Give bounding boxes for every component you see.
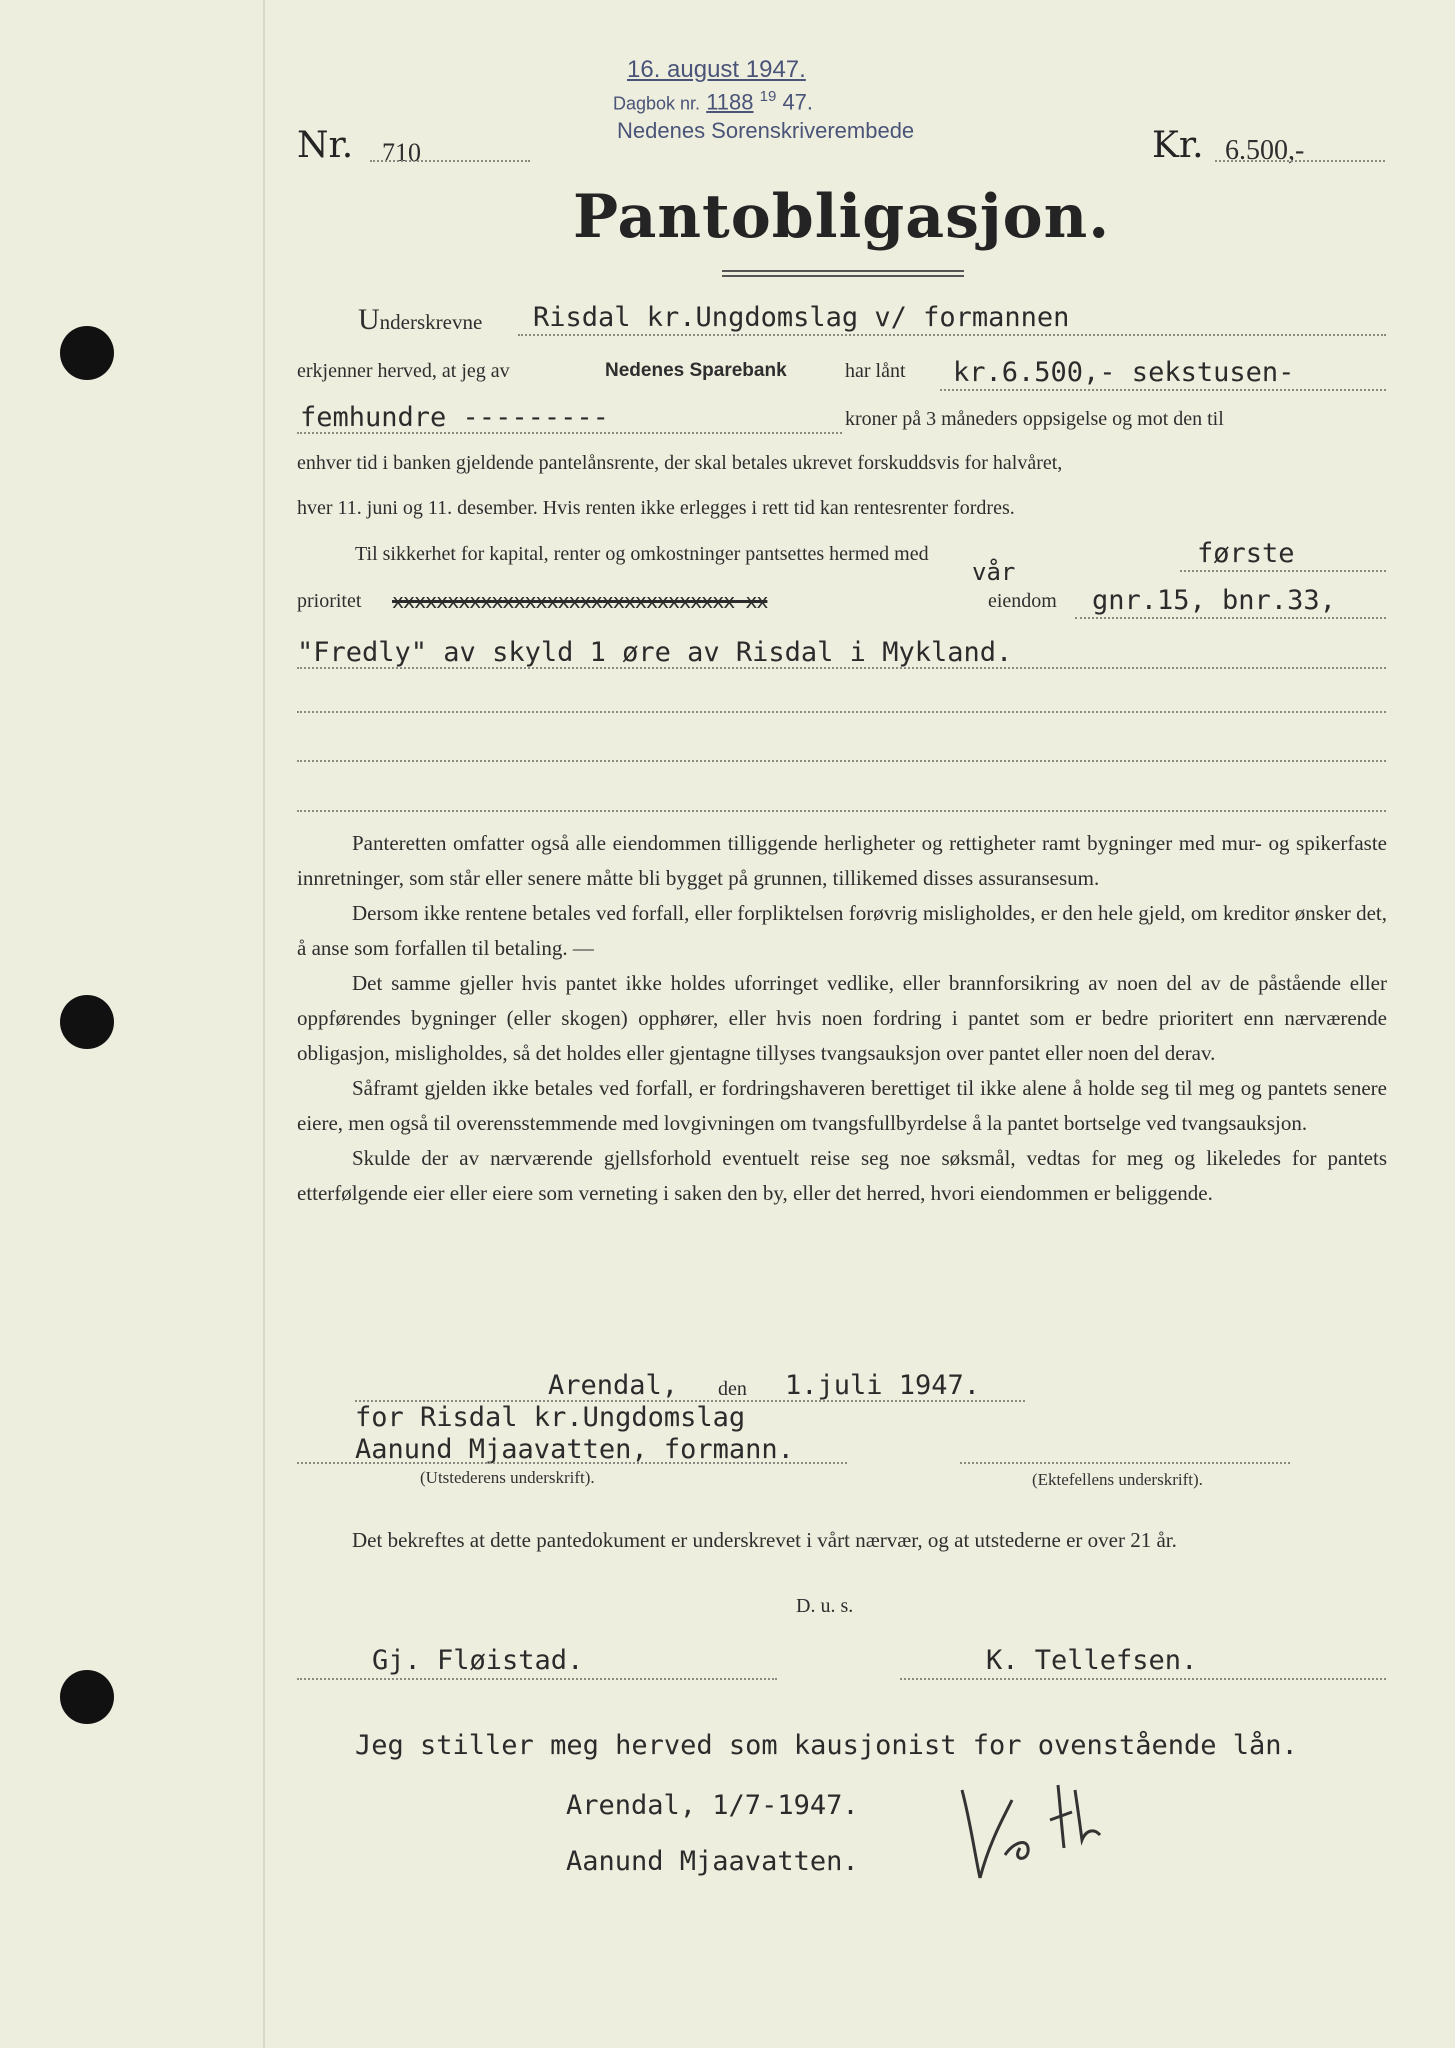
spouse-caption: (Ektefellens underskrift). [1032,1470,1203,1489]
eiendom-label: eiendom [988,590,1057,612]
paragraph: Det samme gjeller hvis pantet ikke holdes uforringet vedlike, eller brannforsikring av noen del av de påstående eller oppførendes bygninger (eller skogen) opphører, eller hvis noen fordring i pantet som er bedre prioritert enn nærværende obligasjon, misligholdes, så det holdes eller gjentagne tillyses tvangsauksjon over pantet eller noen del derav. [297,971,1387,1065]
line1-pre: erkjenner herved, at jeg av [297,360,510,382]
paragraph: Såframt gjelden ikke betales ved forfall, er fordringshaveren berettiget til ikke alene å holde seg til meg og pantets senere eiere, men også til overensstemmende med lovgivningen om tvangsfullbyrdelse å la pantet bortselge ved tvangsauksjon. [297,1076,1387,1135]
bank-name: Nedenes Sparebank [605,360,787,381]
property-value: gnr.15, bnr.33, [1092,585,1336,616]
priority-value: første [1197,538,1295,569]
witness-text: Det bekreftes at dette pantedokument er underskrevet i vårt nærvær, og at utstederne er over 21 år. [352,1528,1177,1552]
guarantor-name: Aanund Mjaavatten. [566,1846,859,1877]
guarantor-place-date: Arendal, 1/7-1947. [566,1790,859,1821]
dagbok-label: Dagbok nr. [613,93,701,114]
undersigned-value: Risdal kr.Ungdomslag v/ formannen [533,302,1070,333]
witness-1: Gj. Fløistad. [372,1645,584,1676]
dagbok-year-prefix: 19 [759,88,777,105]
title-rule [722,270,964,277]
punch-hole [60,326,114,380]
paragraph: Panteretten omfatter også alle eiendommen tilliggende herligheter og rettigheter ramt bygninger med mur- og spikerfaste innretninger, som står eller senere måtte bli bygget på grunnen, tillikemed disses assuransesum. [297,831,1387,890]
stamp-office: Nedenes Sorenskriverembede [617,118,915,143]
line2-text: kroner på 3 måneders oppsigelse og mot den til [845,408,1224,430]
punch-hole [60,995,114,1049]
paragraph: Dersom ikke rentene betales ved forfall, eller forpliktelsen forøvrig misligholdes, er den hele gjeld, om kreditor ønsker det, å anse som forfallen til betaling. — [297,901,1387,960]
for-line: for Risdal kr.Ungdomslag [355,1402,746,1433]
signer-line: Aanund Mjaavatten, formann. [355,1434,794,1465]
struck-text: xxxxxxxxxxxxxxxxxxxxxxxxxxxxxxx xx [392,589,768,613]
issuer-caption: (Utstederens underskrift). [420,1468,595,1487]
undersigned-label [358,303,482,337]
signing-place: Arendal, [548,1370,679,1401]
line4-text: hver 11. juni og 11. desember. Hvis renten ikke erlegges i rett tid kan rentesrenter fordres. [297,497,1015,519]
undersigned-label-rest: nderskrevne [379,310,483,334]
nr-value: 710 [382,138,421,167]
stamp-date: 16. august 1947. [627,56,806,83]
dagbok-number: 1188 [706,89,754,115]
handwritten-mark [950,1760,1110,1890]
document-title: Pantobligasjon. [573,182,1111,252]
prioritet-label: prioritet [297,590,362,612]
security-text: Til sikkerhet for kapital, renter og omkostninger pantsettes hermed med [355,543,929,565]
line3-text: enhver tid i banken gjeldende pantelånsrente, der skal betales ukrevet forskuddsvis for halvåret, [297,452,1063,474]
stamp-dagbok [613,88,813,115]
initial-u: U [358,303,380,336]
kr-label: Kr. [1152,125,1204,166]
punch-hole [60,1670,114,1724]
dagbok-year-suffix: 47. [782,89,814,115]
witness-2: K. Tellefsen. [986,1645,1198,1676]
amount-typed: kr.6.500,- sekstusen- [953,357,1295,388]
paragraph: Skulde der av nærværende gjellsforhold eventuelt reise seg noe søksmål, vedtas for meg og likeledes for pantets etterfølgende eier eller eiere som verneting i saken den by, eller det herred, hvori eiendommen er beliggende. [297,1146,1387,1205]
line1-mid: har lånt [845,360,906,382]
kr-value: 6.500,- [1225,135,1305,166]
nr-label: Nr. [297,125,354,166]
guarantor-statement: Jeg stiller meg herved som kausjonist for ovenstående lån. [355,1730,1298,1761]
terms-paragraphs [297,826,1387,1211]
den-label: den [718,1378,747,1400]
dus-text: D. u. s. [796,1595,854,1617]
amount-typed-2: femhundre --------- [300,402,609,433]
page-edge [263,0,265,2048]
signing-date: 1.juli 1947. [785,1370,981,1401]
var-insert: vår [972,558,1016,586]
property-line-2: "Fredly" av skyld 1 øre av Risdal i Mykland. [297,637,1013,668]
